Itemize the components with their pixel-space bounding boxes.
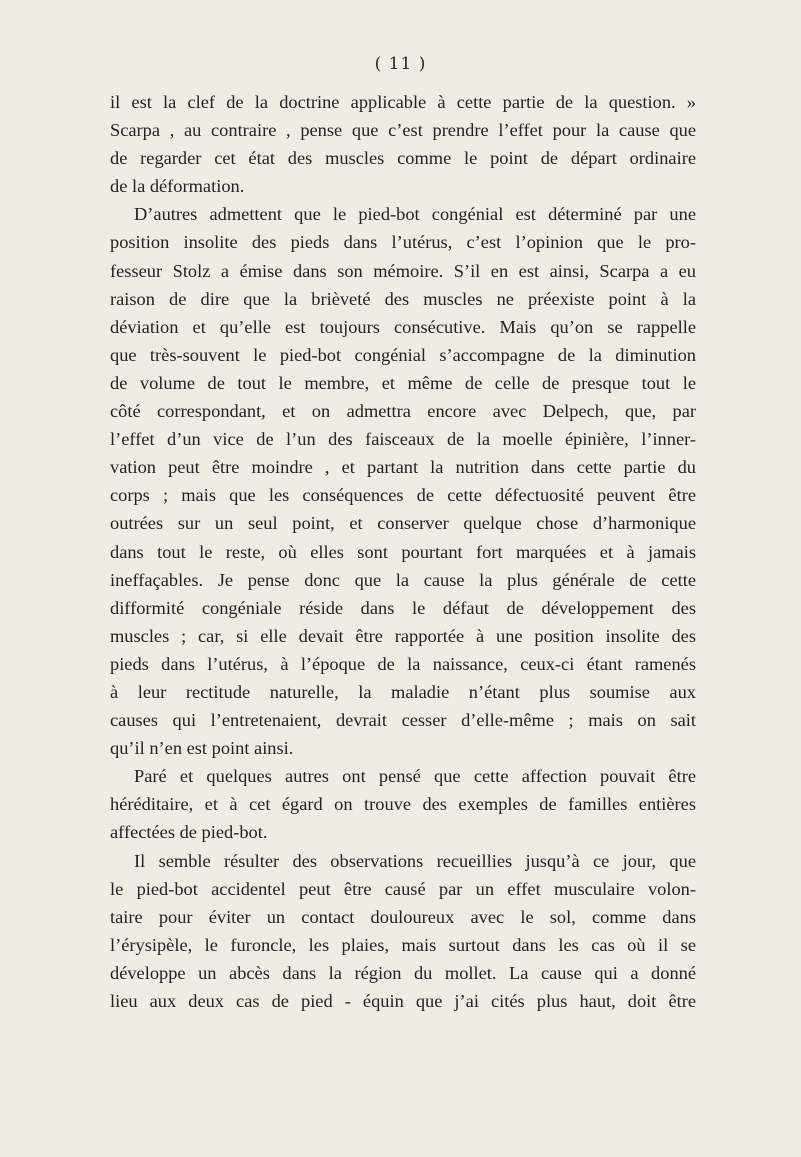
text-line: Il semble résulter des observations recueillies jusqu’à ce jour, que bbox=[134, 850, 696, 871]
page-number: ( 11 ) bbox=[374, 54, 427, 74]
text-line: Paré et quelques autres ont pensé que cette affection pouvait être bbox=[134, 766, 696, 787]
text-line: corps ; mais que les conséquences de cette défectuosité peuvent être bbox=[110, 485, 696, 506]
text-line: développe un abcès dans la région du mollet. La cause qui a donné bbox=[110, 962, 696, 983]
text-line: D’autres admettent que le pied-bot congénial est déterminé par une bbox=[134, 204, 696, 225]
text-line: Scarpa , au contraire , pense que c’est prendre l’effet pour la cause que bbox=[110, 120, 696, 141]
text-line: qu’il n’en est point ainsi. bbox=[110, 738, 294, 759]
text-line: dans tout le reste, où elles sont pourtant fort marquées et à jamais bbox=[110, 541, 696, 562]
text-line: de regarder cet état des muscles comme le point de départ ordinaire bbox=[110, 148, 696, 169]
text-line: outrées sur un seul point, et conserver quelque chose d’harmonique bbox=[110, 513, 696, 534]
text-line: que très-souvent le pied-bot congénial s’accompagne de la diminution bbox=[110, 344, 696, 365]
text-line: côté correspondant, et on admettra encore avec Delpech, que, par bbox=[110, 401, 696, 422]
text-line: lieu aux deux cas de pied - équin que j’ai cités plus haut, doit être bbox=[110, 991, 696, 1011]
text-line: de volume de tout le membre, et même de celle de presque tout le bbox=[110, 372, 696, 393]
paragraph bbox=[110, 762, 696, 846]
text-line: position insolite des pieds dans l’utérus, c’est l’opinion que le pro- bbox=[110, 232, 696, 253]
text-line: l’effet d’un vice de l’un des faisceaux de la moelle épinière, l’inner- bbox=[110, 429, 696, 450]
text-line: fesseur Stolz a émise dans son mémoire. S’il en est ainsi, Scarpa a eu bbox=[110, 260, 696, 281]
paragraph bbox=[110, 847, 696, 1016]
text-line: vation peut être moindre , et partant la nutrition dans cette partie du bbox=[110, 457, 696, 478]
text-line: l’érysipèle, le furoncle, les plaies, mais surtout dans les cas où il se bbox=[110, 934, 696, 955]
text-line: il est la clef de la doctrine applicable à cette partie de la question. » bbox=[110, 92, 696, 112]
text-line: le pied-bot accidentel peut être causé par un effet musculaire volon- bbox=[110, 878, 696, 899]
text-line: affectées de pied-bot. bbox=[110, 822, 268, 843]
text-line: taire pour éviter un contact douloureux avec le sol, comme dans bbox=[110, 906, 696, 927]
text-line: muscles ; car, si elle devait être rapportée à une position insolite des bbox=[110, 625, 696, 646]
text-line: raison de dire que la brièveté des muscles ne préexiste point à la bbox=[110, 288, 696, 309]
paragraph bbox=[110, 200, 696, 762]
body-text bbox=[110, 88, 696, 1015]
text-line: difformité congéniale réside dans le défaut de développement des bbox=[110, 597, 696, 618]
text-line: causes qui l’entretenaient, devrait cesser d’elle-même ; mais on sait bbox=[110, 710, 696, 731]
paragraph bbox=[110, 88, 696, 200]
text-line: ineffaçables. Je pense donc que la cause la plus générale de cette bbox=[110, 569, 696, 590]
text-line: de la déformation. bbox=[110, 176, 245, 197]
text-line: à leur rectitude naturelle, la maladie n’étant plus soumise aux bbox=[110, 681, 696, 702]
text-line: déviation et qu’elle est toujours consécutive. Mais qu’on se rappelle bbox=[110, 316, 696, 337]
text-line: pieds dans l’utérus, à l’époque de la naissance, ceux-ci étant ramenés bbox=[110, 653, 696, 674]
text-line: héréditaire, et à cet égard on trouve des exemples de familles entières bbox=[110, 794, 696, 815]
